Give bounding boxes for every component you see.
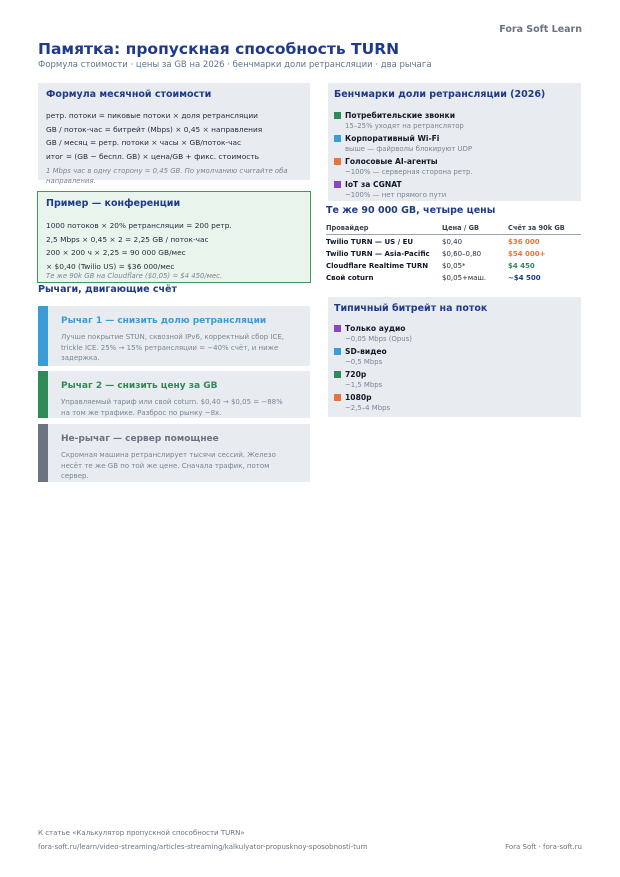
price-cell: $0,60–0,80 bbox=[442, 250, 482, 258]
benchmark-title: Корпоративный Wi-Fi bbox=[345, 134, 440, 143]
example-lines bbox=[46, 219, 232, 273]
bill-cell: ~$4 500 bbox=[508, 274, 541, 282]
column-header: Счёт за 90k GB bbox=[508, 224, 565, 232]
footer-brand: Fora Soft · fora-soft.ru bbox=[505, 843, 582, 851]
example-panel bbox=[37, 191, 311, 283]
example-note: Те же 90k GB на Cloudflare ($0,05) = $4 450/мес. bbox=[46, 272, 223, 280]
lever-accent-bar bbox=[38, 424, 48, 482]
formula-lines bbox=[46, 109, 262, 163]
formula-note: 1 Mbps час в одну сторону = 0,45 GB. По умолчанию считайте оба направления. bbox=[46, 167, 288, 185]
pricing-heading: Те же 90 000 GB, четыре цены bbox=[326, 205, 496, 216]
square-bullet-icon bbox=[334, 112, 341, 119]
square-bullet-icon bbox=[334, 394, 341, 401]
square-bullet-icon bbox=[334, 158, 341, 165]
example-line: × $0,40 (Twilio US) = $36 000/мес bbox=[46, 261, 175, 271]
formula-line: ретр. потоки = пиковые потоки × доля ретрансляции bbox=[46, 111, 258, 120]
table-divider bbox=[326, 234, 581, 235]
formula-line: GB / поток-час = битрейт (Mbps) × 0,45 × направления bbox=[46, 124, 263, 134]
table-row bbox=[326, 250, 581, 262]
bitrate-heading: Типичный битрейт на поток bbox=[334, 303, 488, 314]
example-line: 200 × 200 ч × 2,25 = 90 000 GB/мес bbox=[46, 248, 186, 258]
lever-accent-bar bbox=[38, 306, 48, 366]
lever-body: Управляемый тариф или свой coturn. $0,40 → $0,05 = −88% на том же трафике. Разброс по рынку ~8x. bbox=[61, 398, 283, 417]
formula-heading: Формула месячной стоимости bbox=[46, 89, 212, 100]
page-subtitle: Формула стоимости · цены за GB на 2026 · бенчмарки доли ретрансляции · два рычага bbox=[38, 60, 432, 70]
levers-heading: Рычаги, двигающие счёт bbox=[38, 284, 177, 295]
bitrate-panel bbox=[328, 297, 581, 417]
benchmark-desc: ~100% — серверная сторона ретр. bbox=[345, 168, 473, 176]
page-title: Памятка: пропускная способность TURN bbox=[38, 40, 400, 58]
footer-article-link[interactable]: fora-soft.ru/learn/video-streaming/articles-streaming/kalkulyator-propusknoy-sposobnosti-turn bbox=[38, 843, 368, 851]
bitrate-title: SD-видео bbox=[345, 347, 387, 356]
footer-source-label: К статье «Калькулятор пропускной способности TURN» bbox=[38, 829, 245, 837]
lever-accent-bar bbox=[38, 371, 48, 418]
bill-cell: $4 450 bbox=[508, 262, 535, 270]
table-row bbox=[326, 262, 581, 274]
table-row bbox=[326, 274, 581, 286]
lever-title: Не-рычаг — сервер помощнее bbox=[61, 434, 219, 444]
column-header: Цена / GB bbox=[442, 224, 480, 232]
lever-card-1 bbox=[38, 306, 310, 366]
benchmark-title: Голосовые AI-агенты bbox=[345, 157, 438, 166]
formula-line: GB / месяц = ретр. потоки × часы × GB/поток-час bbox=[46, 138, 242, 148]
lever-card-3 bbox=[38, 424, 310, 482]
price-cell: $0,05* bbox=[442, 262, 466, 270]
benchmark-desc: ~100% — нет прямого пути bbox=[345, 191, 447, 199]
benchmarks-panel bbox=[328, 83, 581, 201]
bill-cell: $54 000+ bbox=[508, 250, 546, 258]
price-cell: $0,40 bbox=[442, 238, 463, 246]
square-bullet-icon bbox=[334, 325, 341, 332]
benchmarks-heading: Бенчмарки доли ретрансляции (2026) bbox=[334, 89, 546, 100]
benchmark-title: Потребительские звонки bbox=[345, 111, 456, 120]
lever-title: Рычаг 2 — снизить цену за GB bbox=[61, 381, 218, 391]
lever-body: Лучше покрытие STUN, сквозной IPv6, корректный сбор ICE, trickle ICE. 25% → 15% ретрансляции = −40% счёт, и ниже задержка. bbox=[61, 333, 285, 362]
lever-card-2 bbox=[38, 371, 310, 418]
square-bullet-icon bbox=[334, 348, 341, 355]
bill-cell: $36 000 bbox=[508, 238, 540, 246]
table-row bbox=[326, 238, 581, 250]
bitrate-desc: ~0,5 Mbps bbox=[345, 358, 383, 366]
lever-body: Скромная машина ретранслирует тысячи сессий. Железо несёт те же GB по той же цене. Сначала трафик, потом сервер. bbox=[61, 451, 276, 480]
bitrate-title: 1080p bbox=[345, 393, 372, 402]
bitrate-title: 720p bbox=[345, 370, 367, 379]
provider-cell: Cloudflare Realtime TURN bbox=[326, 262, 429, 270]
square-bullet-icon bbox=[334, 135, 341, 142]
lever-title: Рычаг 1 — снизить долю ретрансляции bbox=[61, 316, 267, 326]
benchmark-title: IoT за CGNAT bbox=[345, 180, 402, 189]
example-line: 2,5 Mbps × 0,45 × 2 = 2,25 GB / поток-час bbox=[46, 234, 209, 244]
provider-cell: Twilio TURN — US / EU bbox=[326, 238, 414, 246]
benchmark-desc: выше — файрволы блокируют UDP bbox=[345, 145, 473, 153]
bitrate-desc: ~1,5 Mbps bbox=[345, 381, 383, 389]
bitrate-title: Только аудио bbox=[345, 324, 406, 333]
brand-label: Fora Soft Learn bbox=[499, 24, 582, 35]
formula-panel bbox=[38, 83, 310, 185]
benchmark-desc: 15–25% уходят на ретранслятор bbox=[345, 122, 464, 130]
price-cell: $0,05+маш. bbox=[442, 274, 487, 282]
bitrate-desc: ~2,5–4 Mbps bbox=[345, 404, 391, 412]
example-line: 1000 потоков × 20% ретрансляции = 200 ретр. bbox=[46, 221, 232, 230]
formula-line: итог = (GB − беспл. GB) × цена/GB + фикс. стоимость bbox=[46, 151, 259, 161]
bitrate-desc: ~0,05 Mbps (Opus) bbox=[345, 335, 412, 343]
provider-cell: Twilio TURN — Asia-Pacific bbox=[326, 250, 430, 258]
provider-cell: Свой coturn bbox=[326, 274, 374, 282]
column-header: Провайдер bbox=[326, 224, 369, 232]
square-bullet-icon bbox=[334, 371, 341, 378]
example-heading: Пример — конференции bbox=[46, 198, 181, 209]
square-bullet-icon bbox=[334, 181, 341, 188]
